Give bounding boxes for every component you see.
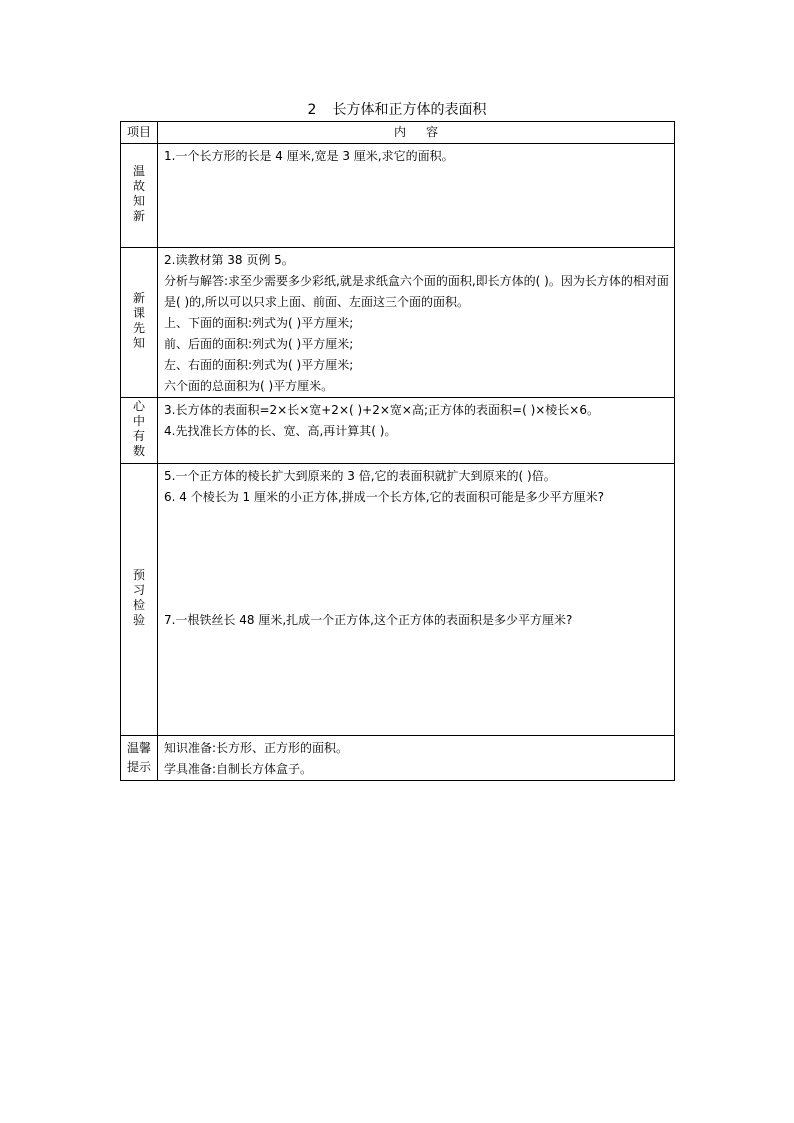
tool-prep: 学具准备:自制长方体盒子。 bbox=[164, 762, 313, 776]
question-5: 5.一个正方体的棱长扩大到原来的 3 倍,它的表面积就扩大到原来的( )倍。 bbox=[164, 469, 556, 483]
row-label-tips bbox=[121, 736, 158, 781]
row-new-lesson bbox=[121, 248, 675, 398]
question-2: 2.读教材第 38 页例 5。 bbox=[164, 253, 294, 267]
row-label-tips-text: 温馨提示 bbox=[126, 740, 151, 774]
row-label-new-lesson-text: 新课先知 bbox=[132, 291, 145, 350]
total-area-line: 六个面的总面积为( )平方厘米。 bbox=[164, 379, 334, 393]
question-7: 7.一根铁丝长 48 厘米,扎成一个正方体,这个正方体的表面积是多少平方厘米? bbox=[164, 613, 573, 627]
row-label-key-points bbox=[121, 398, 158, 464]
content-header-char-2: 容 bbox=[426, 125, 439, 139]
row-label-review bbox=[121, 144, 158, 248]
row-label-new-lesson bbox=[121, 248, 158, 398]
question-4: 4.先找准长方体的长、宽、高,再计算其( )。 bbox=[164, 424, 397, 438]
row-review bbox=[121, 144, 675, 248]
left-right-area-line: 左、右面的面积:列式为( )平方厘米; bbox=[164, 358, 354, 372]
row-tips bbox=[121, 736, 675, 781]
row-label-key-points-text: 心中有数 bbox=[132, 399, 145, 458]
content-header-char-1: 内 bbox=[393, 125, 406, 139]
front-back-area-line: 前、后面的面积:列式为( )平方厘米; bbox=[164, 337, 354, 351]
item-column-header: 项目 bbox=[121, 122, 158, 144]
section-title: 长方体和正方体的表面积 bbox=[332, 102, 487, 118]
analysis-text: 分析与解答:求至少需要多少彩纸,就是求纸盒六个面的面积,即长方体的( )。因为长方体的相对面是( )的,所以可以只求上面、前面、左面这三个面的面积。 bbox=[164, 274, 669, 309]
row-content-preview-check bbox=[158, 464, 675, 736]
preview-worksheet-table bbox=[120, 121, 675, 781]
question-6: 6. 4 个棱长为 1 厘米的小正方体,拼成一个长方体,它的表面积可能是多少平方厘米? bbox=[164, 490, 604, 504]
content-column-header bbox=[158, 122, 675, 144]
top-bottom-area-line: 上、下面的面积:列式为( )平方厘米; bbox=[164, 316, 354, 330]
row-label-preview-check bbox=[121, 464, 158, 736]
row-key-points bbox=[121, 398, 675, 464]
question-3: 3.长方体的表面积=2×长×宽+2×( )+2×宽×高;正方体的表面积=( )×棱长×6。 bbox=[164, 403, 599, 417]
row-preview-check bbox=[121, 464, 675, 736]
page-title bbox=[0, 100, 794, 120]
question-1: 1.一个长方形的长是 4 厘米,宽是 3 厘米,求它的面积。 bbox=[164, 149, 454, 163]
row-label-review-text: 温故知新 bbox=[132, 164, 145, 223]
knowledge-prep: 知识准备:长方形、正方形的面积。 bbox=[164, 741, 349, 755]
answer-space-6 bbox=[164, 508, 669, 610]
table-header-row bbox=[121, 122, 675, 144]
row-content-tips bbox=[158, 736, 675, 781]
section-number: 2 bbox=[307, 102, 317, 118]
row-content-new-lesson bbox=[158, 248, 675, 398]
row-label-preview-check-text: 预习检验 bbox=[132, 568, 145, 627]
row-content-key-points bbox=[158, 398, 675, 464]
row-content-review bbox=[158, 144, 675, 248]
